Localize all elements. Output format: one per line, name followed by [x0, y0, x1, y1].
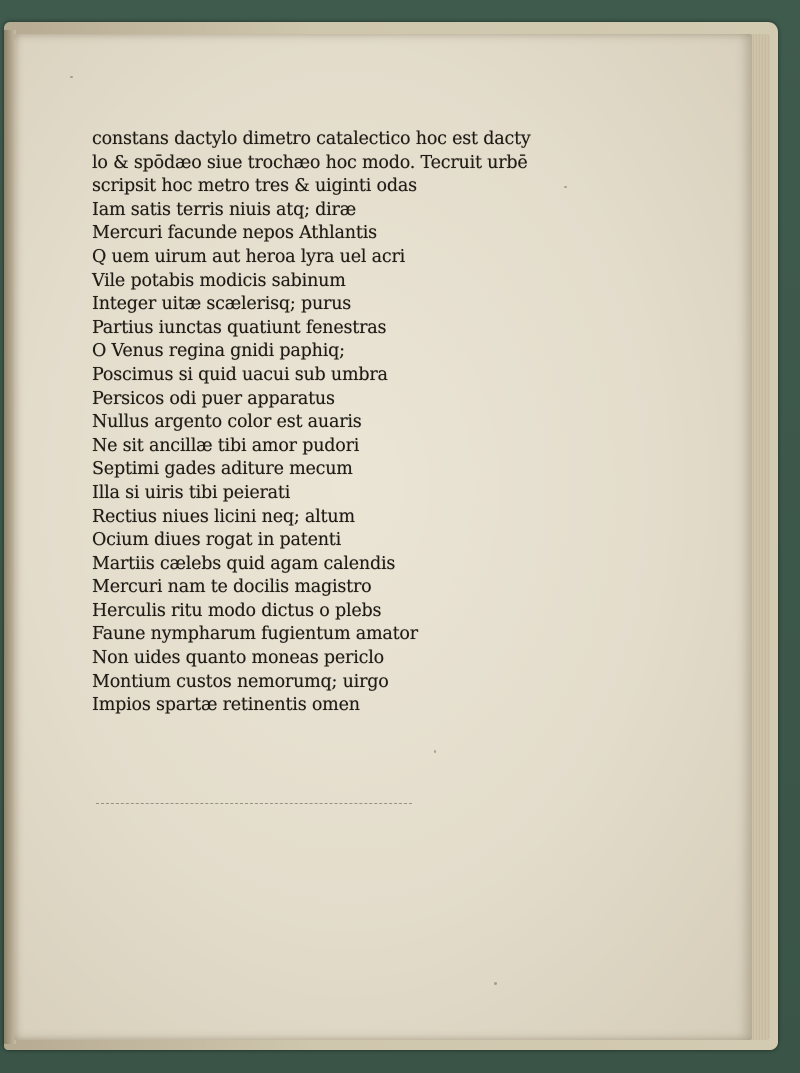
- text-line: Q uem uirum aut heroa lyra uel acri: [92, 246, 406, 267]
- text-line: Nullus argento color est auaris: [92, 412, 362, 433]
- text-line: Poscimus si quid uacui sub umbra: [92, 364, 388, 385]
- page-text: [92, 128, 572, 718]
- text-line: Non uides quanto moneas periclo: [92, 648, 384, 669]
- text-line: Vile potabis modicis sabinum: [92, 270, 346, 291]
- text-line: Partius iunctas quatiunt fenestras: [92, 317, 387, 338]
- ink-speck: [564, 186, 567, 188]
- text-line: Montium custos nemorumq; uirgo: [92, 671, 389, 692]
- ink-underline-mark: [96, 803, 412, 806]
- text-line: Integer uitæ scælerisq; purus: [92, 294, 352, 315]
- text-line: Ocium diues rogat in patenti: [92, 530, 342, 551]
- text-line: Impios spartæ retinentis omen: [92, 695, 360, 716]
- text-line: Rectius niues licini neq; altum: [92, 506, 355, 527]
- ink-speck: [70, 76, 73, 78]
- text-line: Martiis cælebs quid agam calendis: [92, 553, 396, 574]
- text-line: Illa si uiris tibi peierati: [92, 482, 291, 503]
- text-line: Ne sit ancillæ tibi amor pudori: [92, 435, 360, 456]
- ink-speck: [494, 982, 497, 985]
- ink-speck: [434, 750, 436, 753]
- text-line: constans dactylo dimetro catalectico hoc est dacty: [92, 129, 531, 149]
- text-line: Faune nympharum fugientum amator: [92, 624, 418, 645]
- text-line: Septimi gades aditure mecum: [92, 459, 353, 480]
- text-line: Mercuri facunde nepos Athlantis: [92, 223, 377, 244]
- text-line: Mercuri nam te docilis magistro: [92, 577, 372, 598]
- text-line: lo & spōdæo siue trochæo hoc modo. Tecruit urbē: [92, 152, 528, 173]
- text-line: Persicos odi puer apparatus: [92, 388, 335, 409]
- page-edges: [752, 34, 770, 1040]
- text-line: O Venus regina gnidi paphiq;: [92, 341, 345, 362]
- text-line: Herculis ritu modo dictus o plebs: [92, 600, 382, 621]
- text-line: scripsit hoc metro tres & uiginti odas: [92, 176, 417, 197]
- text-line: Iam satis terris niuis atq; diræ: [92, 199, 356, 220]
